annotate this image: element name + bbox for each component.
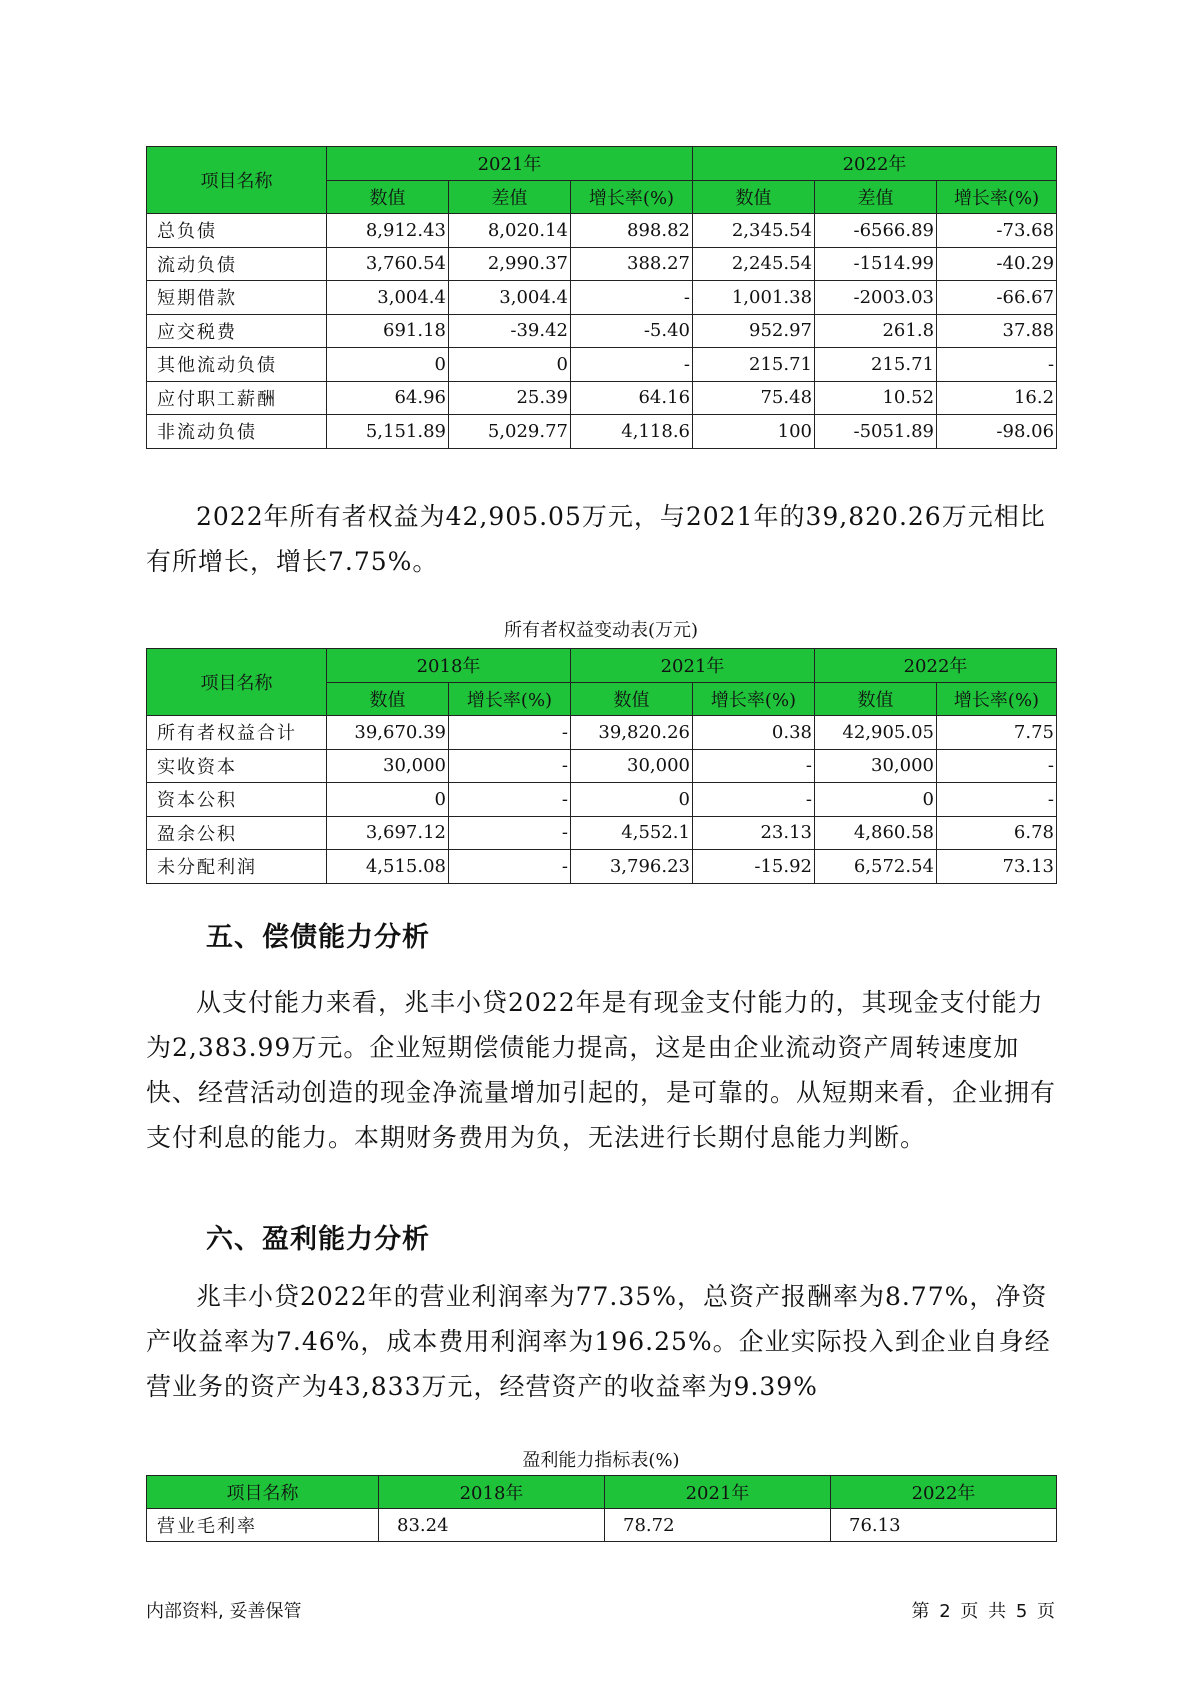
section-heading: 六、盈利能力分析 <box>206 1224 430 1255</box>
table-cell: 6,572.54 <box>815 850 937 884</box>
table-cell: -73.68 <box>937 214 1057 248</box>
table-row <box>147 816 1057 850</box>
table-cell: - <box>449 850 571 884</box>
column-header: 数值 <box>693 180 815 214</box>
table-cell: 76.13 <box>831 1509 1057 1542</box>
column-header: 数值 <box>327 180 449 214</box>
table-cell: 6.78 <box>937 816 1057 850</box>
paragraph: 2022年所有者权益为42,905.05万元，与2021年的39,820.26万元相比有所增长，增长7.75%。 <box>146 502 1046 576</box>
table-cell: 215.71 <box>693 348 815 382</box>
table-cell: 39,670.39 <box>327 716 449 750</box>
year-header: 2018年 <box>379 1476 605 1509</box>
table-cell: 64.16 <box>571 381 693 415</box>
table-cell: -15.92 <box>693 850 815 884</box>
table-cell: 75.48 <box>693 381 815 415</box>
table-cell: 3,796.23 <box>571 850 693 884</box>
table-cell: 30,000 <box>571 749 693 783</box>
table-row <box>147 247 1057 281</box>
table-cell: 4,118.6 <box>571 415 693 449</box>
table-cell: 5,151.89 <box>327 415 449 449</box>
table-row <box>147 281 1057 315</box>
year-header: 2021年 <box>605 1476 831 1509</box>
year-header: 2021年 <box>571 649 815 683</box>
table-caption: 所有者权益变动表(万元) <box>503 620 699 641</box>
table-cell: 3,760.54 <box>327 247 449 281</box>
table-cell: - <box>693 749 815 783</box>
year-header: 2022年 <box>693 147 1057 181</box>
table-cell: 5,029.77 <box>449 415 571 449</box>
column-header: 数值 <box>815 682 937 716</box>
table-cell: 3,004.4 <box>327 281 449 315</box>
paragraph: 兆丰小贷2022年的营业利润率为77.35%，总资产报酬率为8.77%，净资产收益率为7.46%，成本费用利润率为196.25%。企业实际投入到企业自身经营业务的资产为43,833万元，经营资产的收益率为9.39% <box>146 1282 1051 1401</box>
row-label: 实收资本 <box>147 749 327 783</box>
table-row <box>147 348 1057 382</box>
table-cell: 64.96 <box>327 381 449 415</box>
table-cell: - <box>571 281 693 315</box>
table-cell: - <box>571 348 693 382</box>
item-name-header: 项目名称 <box>147 649 327 716</box>
row-label: 资本公积 <box>147 783 327 817</box>
year-header: 2021年 <box>327 147 693 181</box>
row-label: 流动负债 <box>147 247 327 281</box>
table-cell: -39.42 <box>449 314 571 348</box>
table-cell: -6566.89 <box>815 214 937 248</box>
table-cell: - <box>693 783 815 817</box>
row-label: 总负债 <box>147 214 327 248</box>
table-cell: 8,912.43 <box>327 214 449 248</box>
table-cell: 7.75 <box>937 716 1057 750</box>
table-cell: 30,000 <box>815 749 937 783</box>
table-cell: -5.40 <box>571 314 693 348</box>
table-cell: 73.13 <box>937 850 1057 884</box>
row-label: 应交税费 <box>147 314 327 348</box>
table-row <box>147 415 1057 449</box>
table-cell: -98.06 <box>937 415 1057 449</box>
row-label: 盈余公积 <box>147 816 327 850</box>
table-cell: 2,990.37 <box>449 247 571 281</box>
table-row <box>147 1509 1057 1542</box>
table-cell: 100 <box>693 415 815 449</box>
table-cell: 2,345.54 <box>693 214 815 248</box>
table-cell: -5051.89 <box>815 415 937 449</box>
table-header-row <box>147 1476 1057 1509</box>
table-row <box>147 749 1057 783</box>
column-header: 差值 <box>815 180 937 214</box>
table-cell: - <box>449 749 571 783</box>
table-header-row <box>147 649 1057 683</box>
column-header: 增长率(%) <box>693 682 815 716</box>
row-label: 应付职工薪酬 <box>147 381 327 415</box>
column-header: 增长率(%) <box>571 180 693 214</box>
table-cell: 0.38 <box>693 716 815 750</box>
owners-equity-table <box>146 648 1057 884</box>
table-row <box>147 314 1057 348</box>
table-cell: 1,001.38 <box>693 281 815 315</box>
table-cell: -40.29 <box>937 247 1057 281</box>
row-label: 其他流动负债 <box>147 348 327 382</box>
table-cell: -1514.99 <box>815 247 937 281</box>
column-header: 数值 <box>571 682 693 716</box>
table-cell: 39,820.26 <box>571 716 693 750</box>
table-cell: 3,697.12 <box>327 816 449 850</box>
table-cell: 30,000 <box>327 749 449 783</box>
table-cell: - <box>937 749 1057 783</box>
row-label: 营业毛利率 <box>147 1509 379 1542</box>
year-header: 2018年 <box>327 649 571 683</box>
column-header: 增长率(%) <box>449 682 571 716</box>
table-cell: 952.97 <box>693 314 815 348</box>
year-header: 2022年 <box>831 1476 1057 1509</box>
table-cell: 4,552.1 <box>571 816 693 850</box>
table-cell: -2003.03 <box>815 281 937 315</box>
table-cell: 25.39 <box>449 381 571 415</box>
table-cell: 691.18 <box>327 314 449 348</box>
table-row <box>147 381 1057 415</box>
table-cell: 4,515.08 <box>327 850 449 884</box>
table-cell: 0 <box>449 348 571 382</box>
table-row <box>147 783 1057 817</box>
table-cell: 8,020.14 <box>449 214 571 248</box>
table-row <box>147 716 1057 750</box>
year-header: 2022年 <box>815 649 1057 683</box>
table-cell: 388.27 <box>571 247 693 281</box>
row-label: 所有者权益合计 <box>147 716 327 750</box>
table-cell: 0 <box>327 783 449 817</box>
table-cell: 23.13 <box>693 816 815 850</box>
table-cell: - <box>449 783 571 817</box>
table-cell: 37.88 <box>937 314 1057 348</box>
item-name-header: 项目名称 <box>147 147 327 214</box>
table-row <box>147 850 1057 884</box>
table-cell: 10.52 <box>815 381 937 415</box>
table-cell: 16.2 <box>937 381 1057 415</box>
liabilities-table <box>146 146 1057 449</box>
column-header: 数值 <box>327 682 449 716</box>
table-cell: - <box>937 348 1057 382</box>
profitability-table <box>146 1475 1057 1542</box>
row-label: 非流动负债 <box>147 415 327 449</box>
table-caption: 盈利能力指标表(%) <box>522 1450 680 1471</box>
footer-page-number: 第 2 页 共 5 页 <box>911 1601 1057 1622</box>
table-cell: 0 <box>571 783 693 817</box>
table-header-row <box>147 147 1057 181</box>
table-cell: 3,004.4 <box>449 281 571 315</box>
table-cell: 261.8 <box>815 314 937 348</box>
table-cell: 215.71 <box>815 348 937 382</box>
table-cell: 83.24 <box>379 1509 605 1542</box>
column-header: 差值 <box>449 180 571 214</box>
table-cell: 0 <box>815 783 937 817</box>
table-cell: 898.82 <box>571 214 693 248</box>
table-cell: 2,245.54 <box>693 247 815 281</box>
column-header: 增长率(%) <box>937 682 1057 716</box>
row-label: 未分配利润 <box>147 850 327 884</box>
item-name-header: 项目名称 <box>147 1476 379 1509</box>
table-cell: -66.67 <box>937 281 1057 315</box>
table-cell: 0 <box>327 348 449 382</box>
row-label: 短期借款 <box>147 281 327 315</box>
table-row <box>147 214 1057 248</box>
table-cell: 42,905.05 <box>815 716 937 750</box>
paragraph: 从支付能力来看，兆丰小贷2022年是有现金支付能力的，其现金支付能力为2,383.99万元。企业短期偿债能力提高，这是由企业流动资产周转速度加快、经营活动创造的现金净流量增加引起的，是可靠的。从短期来看，企业拥有支付利息的能力。本期财务费用为负，无法进行长期付息能力判断。 <box>146 988 1057 1152</box>
section-heading: 五、偿债能力分析 <box>206 922 430 953</box>
column-header: 增长率(%) <box>937 180 1057 214</box>
table-cell: - <box>449 716 571 750</box>
table-cell: 4,860.58 <box>815 816 937 850</box>
footer-confidential-note: 内部资料, 妥善保管 <box>146 1601 302 1622</box>
table-cell: - <box>937 783 1057 817</box>
table-cell: - <box>449 816 571 850</box>
table-cell: 78.72 <box>605 1509 831 1542</box>
